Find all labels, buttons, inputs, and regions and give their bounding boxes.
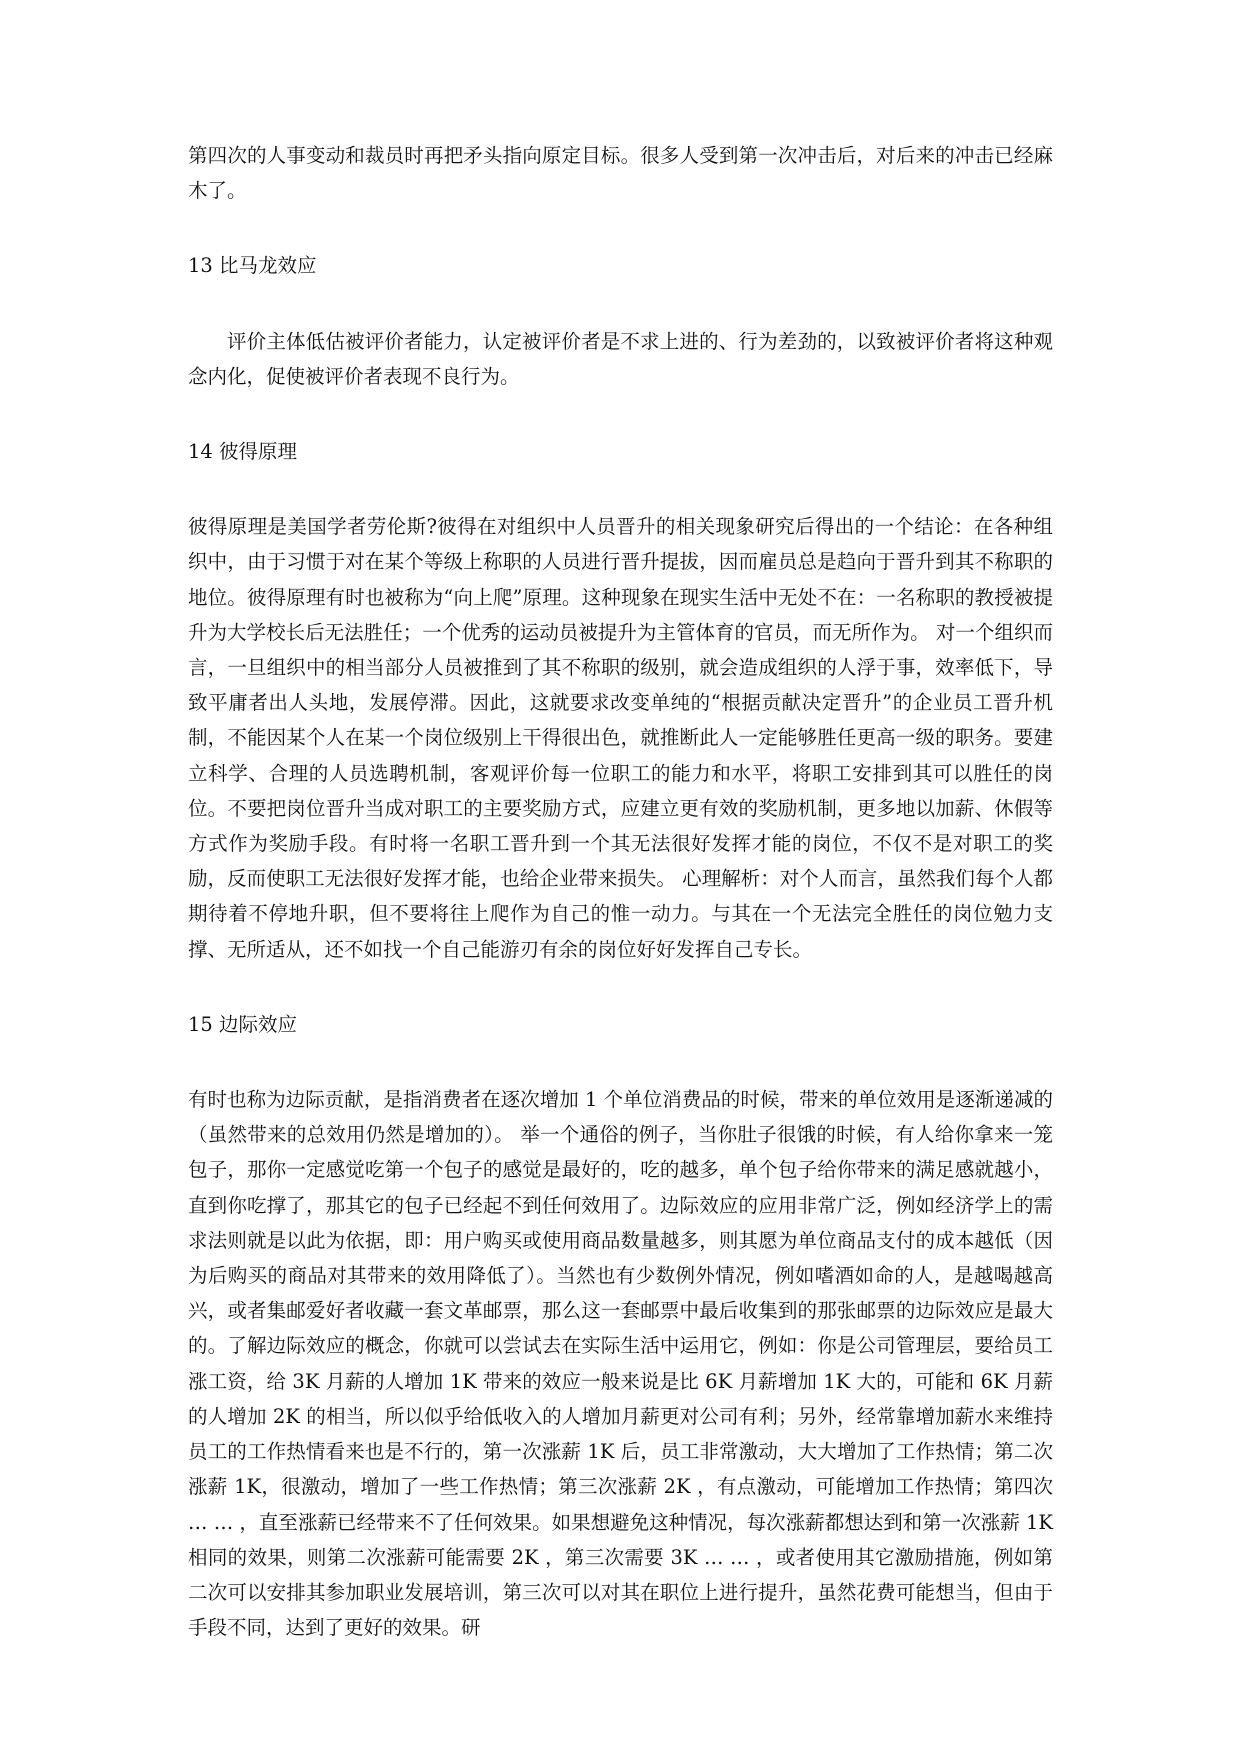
continuation-paragraph: 第四次的人事变动和裁员时再把矛头指向原定目标。很多人受到第一次冲击后，对后来的冲击已经麻木了。 <box>188 144 1053 203</box>
paragraph-14: 彼得原理是美国学者劳伦斯?彼得在对组织中人员晋升的相关现象研究后得出的一个结论：在各种组织中，由于习惯于对在某个等级上称职的人员进行晋升提拔，因而雇员总是趋向于晋升到其不称职的地位。彼得原理有时也被称为“向上爬”原理。这种现象在现实生活中无处不在：一名称职的教授被提升为大学校长后无法胜任；一个优秀的运动员被提升为主管体育的官员，而无所作为。 对一个组织而言，一旦组织中的相当部分人员被推到了其不称职的级别，就会造成组织的人浮于事，效率低下，导致平庸者出人头地，发展停滞。因此，这就要求改变单纯的“根据贡献决定晋升”的企业员工晋升机制，不能因某个人在某一个岗位级别上干得很出色，就推断此人一定能够胜任更高一级的职务。要建立科学、合理的人员选聘机制，客观评价每一位职工的能力和水平，将职工安排到其可以胜任的岗位。不要把岗位晋升当成对职工的主要奖励方式，应建立更有效的奖励机制，更多地以加薪、休假等方式作为奖励手段。有时将一名职工晋升到一个其无法很好发挥才能的岗位，不仅不是对职工的奖励，反而使职工无法很好发挥才能，也给企业带来损失。 心理解析：对个人而言，虽然我们每个人都期待着不停地升职，但不要将往上爬作为自己的惟一动力。与其在一个无法完全胜任的岗位勉力支撑、无所适从，还不如找一个自己能游刃有余的岗位好好发挥自己专长。 <box>188 515 1053 961</box>
paragraph-15: 有时也称为边际贡献，是指消费者在逐次增加 1 个单位消费品的时候，带来的单位效用是逐渐递减的（虽然带来的总效用仍然是增加的）。 举一个通俗的例子，当你肚子很饿的时候，有人给你拿来一笼包子，那你一定感觉吃第一个包子的感觉是最好的，吃的越多，单个包子给你带来的满足感就越小，直到你吃撑了，那其它的包子已经起不到任何效用了。边际效应的应用非常广泛，例如经济学上的需求法则就是以此为依据，即：用户购买或使用商品数量越多，则其愿为单位商品支付的成本越低（因为后购买的商品对其带来的效用降低了）。当然也有少数例外情况，例如嗜酒如命的人，是越喝越高兴，或者集邮爱好者收藏一套文革邮票，那么这一套邮票中最后收集到的那张邮票的边际效应是最大的。了解边际效应的概念，你就可以尝试去在实际生活中运用它，例如：你是公司管理层，要给员工涨工资，给 3K 月薪的人增加 1K 带来的效应一般来说是比 6K 月薪增加 1K 大的，可能和 6K 月薪的人增加 2K 的相当，所以似乎给低收入的人增加月薪更对公司有利；另外，经常靠增加薪水来维持员工的工作热情看来也是不行的，第一次涨薪 1K 后，员工非常激动，大大增加了工作热情；第二次涨薪 1K，很激动，增加了一些工作热情；第三次涨薪 2K ，有点激动，可能增加工作热情；第四次 … … ，直至涨薪已经带来不了任何效果。如果想避免这种情况，每次涨薪都想达到和第一次涨薪 1K 相同的效果，则第二次涨薪可能需要 2K ，第三次需要 3K … … ，或者使用其它激励措施，例如第二次可以安排其参加职业发展培训，第三次可以对其在职位上进行提升，虽然花费可能想当，但由于手段不同，达到了更好的效果。研 <box>188 1088 1053 1640</box>
section-heading-14: 14 彼得原理 <box>188 440 298 464</box>
paragraph-13: 评价主体低估被评价者能力，认定被评价者是不求上进的、行为差劲的，以致被评价者将这种观念内化，促使被评价者表现不良行为。 <box>188 329 1053 388</box>
section-heading-15: 15 边际效应 <box>188 1012 298 1036</box>
document-page <box>188 138 1053 1645</box>
section-heading-13: 13 比马龙效应 <box>188 254 317 278</box>
